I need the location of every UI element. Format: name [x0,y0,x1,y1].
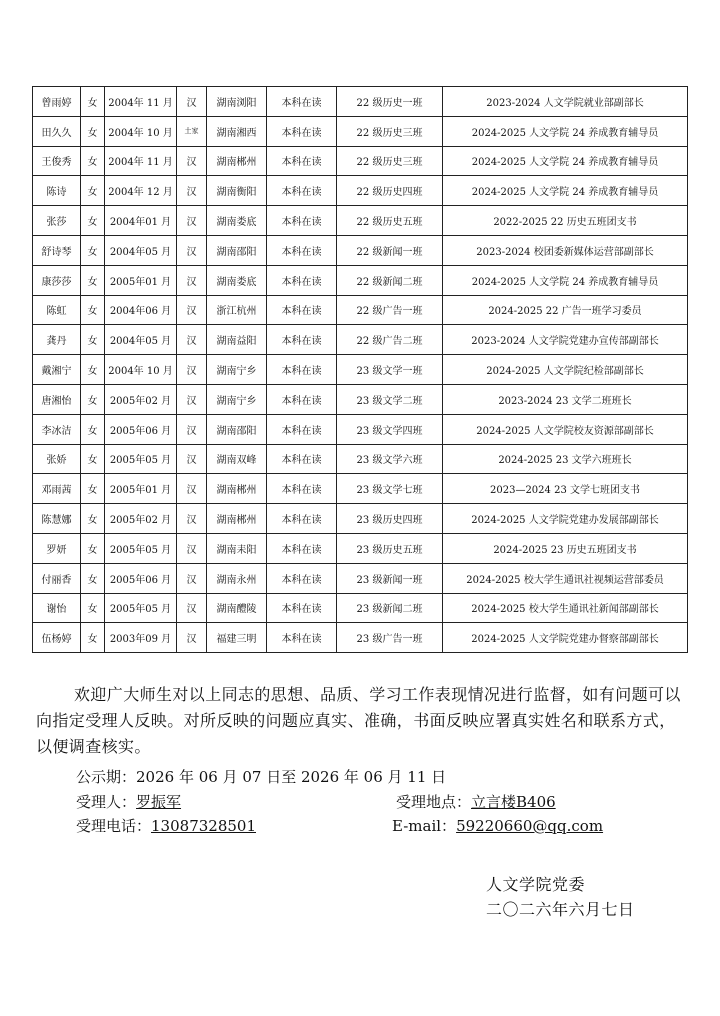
position-cell: 2024-2025 人文学院 24 养成教育辅导员 [443,146,688,176]
origin-cell: 湖南衡阳 [207,176,267,206]
origin-cell: 湖南娄底 [207,265,267,295]
table-row [33,444,688,474]
table-row [33,325,688,355]
name-cell: 张娇 [33,444,81,474]
position-cell: 2024-2025 人文学院 24 养成教育辅导员 [443,176,688,206]
origin-cell: 湖南双峰 [207,444,267,474]
period-value: 2026 年 06 月 07 日至 2026 年 06 月 11 日 [136,768,447,786]
class-cell: 22 级历史四班 [337,176,443,206]
position-cell: 2024-2025 23 历史五班团支书 [443,533,688,563]
origin-cell: 湖南郴州 [207,504,267,534]
ethnicity-cell: 汉 [177,265,207,295]
status-cell: 本科在读 [267,116,337,146]
birth-cell: 2005年05 月 [105,444,177,474]
position-cell: 2024-2025 人文学院 24 养成教育辅导员 [443,116,688,146]
ethnicity-cell: 汉 [177,474,207,504]
gender-cell: 女 [81,235,105,265]
ethnicity-cell: 汉 [177,355,207,385]
origin-cell: 湖南娄底 [207,206,267,236]
class-cell: 22 级广告二班 [337,325,443,355]
origin-cell: 湖南醴陵 [207,593,267,623]
name-cell: 王俊秀 [33,146,81,176]
gender-cell: 女 [81,176,105,206]
origin-cell: 湖南耒阳 [207,533,267,563]
ethnicity-cell: 汉 [177,87,207,117]
status-cell: 本科在读 [267,563,337,593]
ethnicity-cell: 汉 [177,235,207,265]
name-cell: 戴湘宁 [33,355,81,385]
status-cell: 本科在读 [267,87,337,117]
class-cell: 23 级文学七班 [337,474,443,504]
position-cell: 2022-2025 22 历史五班团支书 [443,206,688,236]
location-label: 受理地点： [396,793,472,811]
status-cell: 本科在读 [267,265,337,295]
status-cell: 本科在读 [267,325,337,355]
table-row [33,474,688,504]
status-cell: 本科在读 [267,444,337,474]
status-cell: 本科在读 [267,235,337,265]
birth-cell: 2005年01 月 [105,265,177,295]
phone-label: 受理电话： [76,817,152,835]
signature-date: 二〇二六年六月七日 [486,900,635,919]
notice-paragraph [36,682,686,760]
class-cell: 23 级文学一班 [337,355,443,385]
birth-cell: 2005年06 月 [105,414,177,444]
origin-cell: 浙江杭州 [207,295,267,325]
gender-cell: 女 [81,474,105,504]
origin-cell: 湖南浏阳 [207,87,267,117]
ethnicity-cell: 土家 [177,116,207,146]
name-cell: 陈慧娜 [33,504,81,534]
table-row [33,384,688,414]
class-cell: 22 级历史五班 [337,206,443,236]
class-cell: 22 级新闻一班 [337,235,443,265]
signature-org: 人文学院党委 [486,875,586,894]
name-cell: 伍杨婷 [33,623,81,653]
ethnicity-cell: 汉 [177,146,207,176]
status-cell: 本科在读 [267,414,337,444]
name-cell: 田久久 [33,116,81,146]
gender-cell: 女 [81,325,105,355]
ethnicity-cell: 汉 [177,176,207,206]
table-row [33,265,688,295]
class-cell: 22 级新闻二班 [337,265,443,295]
gender-cell: 女 [81,265,105,295]
gender-cell: 女 [81,116,105,146]
table-row [33,533,688,563]
table-row [33,414,688,444]
table-row [33,623,688,653]
position-cell: 2023—2024 23 文学七班团支书 [443,474,688,504]
contact-person-label: 受理人： [76,793,137,811]
name-cell: 康莎莎 [33,265,81,295]
position-cell: 2024-2025 人文学院校友资源部副部长 [443,414,688,444]
status-cell: 本科在读 [267,623,337,653]
birth-cell: 2004年 11 月 [105,87,177,117]
origin-cell: 湖南郴州 [207,146,267,176]
table-row [33,355,688,385]
name-cell: 舒诗琴 [33,235,81,265]
gender-cell: 女 [81,533,105,563]
origin-cell: 湖南邵阳 [207,414,267,444]
class-cell: 23 级广告一班 [337,623,443,653]
birth-cell: 2004年05 月 [105,325,177,355]
position-cell: 2024-2025 22 广告一班学习委员 [443,295,688,325]
ethnicity-cell: 汉 [177,414,207,444]
table-row [33,146,688,176]
contact-person-line [76,791,181,812]
table-row [33,116,688,146]
ethnicity-cell: 汉 [177,533,207,563]
gender-cell: 女 [81,355,105,385]
status-cell: 本科在读 [267,295,337,325]
origin-cell: 湖南郴州 [207,474,267,504]
name-cell: 付丽香 [33,563,81,593]
table-row [33,295,688,325]
name-cell: 陈诗 [33,176,81,206]
birth-cell: 2004年06 月 [105,295,177,325]
position-cell: 2024-2025 人文学院 24 养成教育辅导员 [443,265,688,295]
birth-cell: 2004年 11 月 [105,146,177,176]
name-cell: 罗妍 [33,533,81,563]
name-cell: 李冰洁 [33,414,81,444]
position-cell: 2023-2024 人文学院党建办宣传部副部长 [443,325,688,355]
birth-cell: 2004年 10 月 [105,355,177,385]
status-cell: 本科在读 [267,206,337,236]
name-cell: 陈虹 [33,295,81,325]
position-cell: 2024-2025 人文学院纪检部副部长 [443,355,688,385]
gender-cell: 女 [81,504,105,534]
contact-person-name: 罗振军 [136,793,182,811]
birth-cell: 2005年06 月 [105,563,177,593]
origin-cell: 湖南湘西 [207,116,267,146]
origin-cell: 湖南益阳 [207,325,267,355]
table-body [33,87,688,653]
birth-cell: 2004年 12 月 [105,176,177,206]
origin-cell: 福建三明 [207,623,267,653]
table-row [33,504,688,534]
position-cell: 2024-2025 校大学生通讯社视频运营部委员 [443,563,688,593]
table-row [33,235,688,265]
class-cell: 23 级历史四班 [337,504,443,534]
status-cell: 本科在读 [267,593,337,623]
ethnicity-cell: 汉 [177,593,207,623]
ethnicity-cell: 汉 [177,325,207,355]
period-label: 公示期： [76,768,137,786]
class-cell: 23 级新闻一班 [337,563,443,593]
gender-cell: 女 [81,563,105,593]
phone-line [76,815,256,836]
birth-cell: 2005年01 月 [105,474,177,504]
class-cell: 23 级文学四班 [337,414,443,444]
birth-cell: 2005年02 月 [105,504,177,534]
origin-cell: 湖南邵阳 [207,235,267,265]
ethnicity-cell: 汉 [177,563,207,593]
gender-cell: 女 [81,384,105,414]
name-cell: 唐湘怡 [33,384,81,414]
status-cell: 本科在读 [267,504,337,534]
ethnicity-cell: 汉 [177,504,207,534]
class-cell: 22 级历史一班 [337,87,443,117]
birth-cell: 2004年 10 月 [105,116,177,146]
position-cell: 2024-2025 校大学生通讯社新闻部副部长 [443,593,688,623]
position-cell: 2023-2024 校团委新媒体运营部副部长 [443,235,688,265]
email-label: E-mail： [392,817,457,835]
name-cell: 邓雨茜 [33,474,81,504]
table-row [33,87,688,117]
gender-cell: 女 [81,623,105,653]
status-cell: 本科在读 [267,355,337,385]
status-cell: 本科在读 [267,146,337,176]
ethnicity-cell: 汉 [177,384,207,414]
birth-cell: 2004年05 月 [105,235,177,265]
email-line [392,815,603,836]
email-value: 59220660@qq.com [456,817,604,835]
class-cell: 23 级文学二班 [337,384,443,414]
class-cell: 23 级新闻二班 [337,593,443,623]
gender-cell: 女 [81,87,105,117]
class-cell: 23 级历史五班 [337,533,443,563]
status-cell: 本科在读 [267,176,337,206]
birth-cell: 2003年09 月 [105,623,177,653]
gender-cell: 女 [81,146,105,176]
status-cell: 本科在读 [267,384,337,414]
position-cell: 2023-2024 人文学院就业部副部长 [443,87,688,117]
status-cell: 本科在读 [267,533,337,563]
position-cell: 2024-2025 人文学院党建办发展部副部长 [443,504,688,534]
location-line [396,791,556,812]
candidate-table [32,86,688,653]
ethnicity-cell: 汉 [177,623,207,653]
notice-text: 欢迎广大师生对以上同志的思想、品质、学习工作表现情况进行监督，如有问题可以向指定受理人反映。对所反映的问题应真实、准确，书面反映应署真实姓名和联系方式，以便调查核实。 [36,685,681,756]
position-cell: 2023-2024 23 文学二班班长 [443,384,688,414]
position-cell: 2024-2025 23 文学六班班长 [443,444,688,474]
table-row [33,563,688,593]
ethnicity-cell: 汉 [177,206,207,236]
ethnicity-cell: 汉 [177,444,207,474]
name-cell: 张莎 [33,206,81,236]
origin-cell: 湖南永州 [207,563,267,593]
birth-cell: 2004年01 月 [105,206,177,236]
gender-cell: 女 [81,593,105,623]
birth-cell: 2005年05 月 [105,533,177,563]
class-cell: 23 级文学六班 [337,444,443,474]
ethnicity-cell: 汉 [177,295,207,325]
origin-cell: 湖南宁乡 [207,384,267,414]
name-cell: 曾雨婷 [33,87,81,117]
table-row [33,206,688,236]
birth-cell: 2005年02 月 [105,384,177,414]
birth-cell: 2005年05 月 [105,593,177,623]
status-cell: 本科在读 [267,474,337,504]
gender-cell: 女 [81,295,105,325]
location-value: 立言楼B406 [471,793,556,811]
gender-cell: 女 [81,206,105,236]
class-cell: 22 级历史三班 [337,116,443,146]
position-cell: 2024-2025 人文学院党建办督察部副部长 [443,623,688,653]
gender-cell: 女 [81,444,105,474]
publicity-period [76,766,446,787]
table-row [33,593,688,623]
gender-cell: 女 [81,414,105,444]
table-row [33,176,688,206]
phone-value: 13087328501 [151,817,256,835]
class-cell: 22 级广告一班 [337,295,443,325]
name-cell: 龚丹 [33,325,81,355]
origin-cell: 湖南宁乡 [207,355,267,385]
class-cell: 22 级历史三班 [337,146,443,176]
name-cell: 谢怡 [33,593,81,623]
